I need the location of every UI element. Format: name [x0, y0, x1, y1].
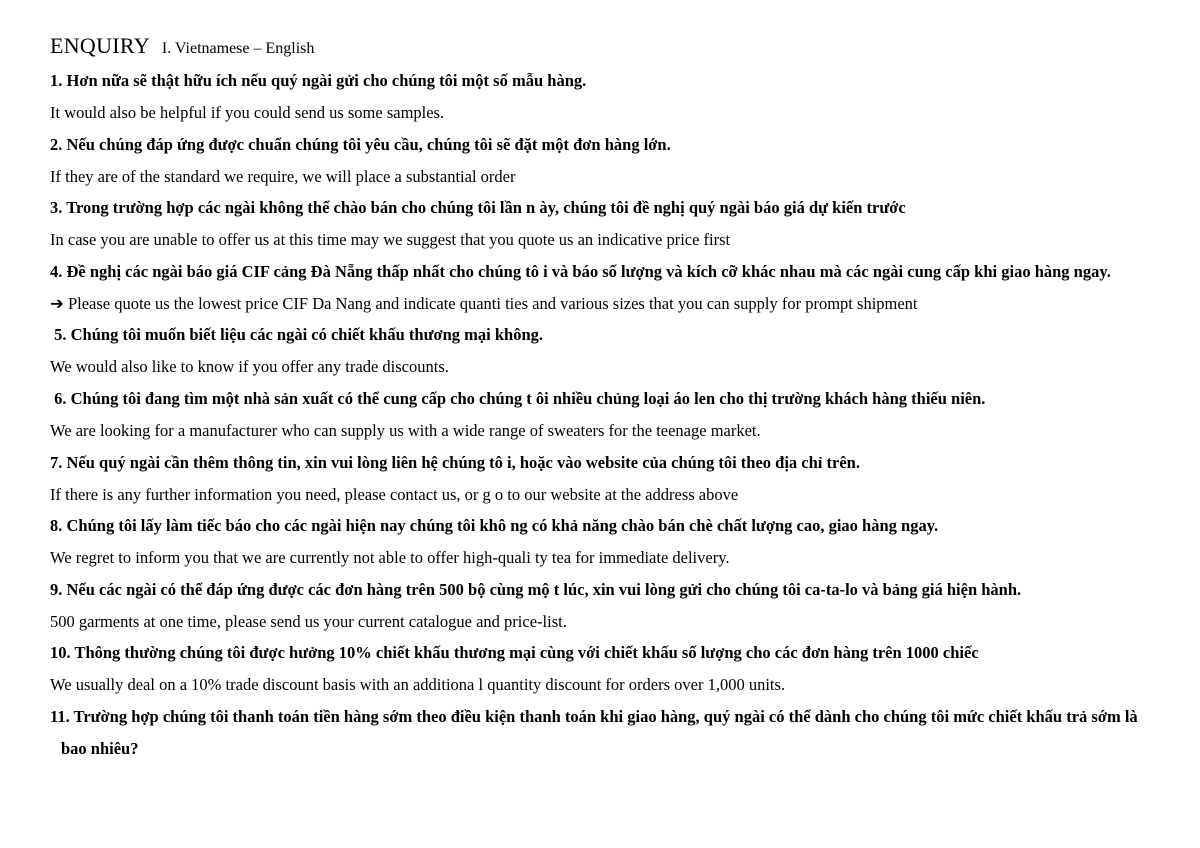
english-sentence-4: ➔ Please quote us the lowest price CIF Da Nang and indicate quanti ties and various sizes that you can supply for prompt shipment	[50, 293, 918, 313]
english-sentence-3: In case you are unable to offer us at this time may we suggest that you quote us an indicative price first	[50, 230, 731, 250]
english-sentence-6: We are looking for a manufacturer who can supply us with a wide range of sweaters for the teenage market.	[50, 420, 761, 440]
vietnamese-sentence-4: 4. Đề nghị các ngài báo giá CIF cảng Đà Nẵng thấp nhất cho chúng tô i và báo số lượng và kích cỡ khác nhau mà các ngài cung cấp khi giao hàng ngay.	[50, 261, 1111, 281]
vietnamese-sentence-1: 1. Hơn nữa sẽ thật hữu ích nếu quý ngài gửi cho chúng tôi một số mẫu hàng.	[50, 71, 587, 90]
vietnamese-sentence-11: 11. Trường hợp chúng tôi thanh toán tiền hàng sớm theo điều kiện thanh toán khi giao hàng, quý ngài có thể dành cho chúng tôi mức chiết khấu trả sớm là bao nhiêu?	[50, 706, 1138, 758]
vietnamese-sentence-10: 10. Thông thường chúng tôi được hưởng 10% chiết khấu thương mại cùng với chiết khấu số lượng cho các đơn hàng trên 1000 chiếc	[50, 643, 979, 663]
english-sentence-7: If there is any further information you need, please contact us, or g o to our website at the address above	[50, 484, 739, 504]
vietnamese-sentence-7: 7. Nếu quý ngài cần thêm thông tin, xin vui lòng liên hệ chúng tô i, hoặc vào website của chúng tôi theo địa chỉ trên.	[50, 452, 860, 472]
english-sentence-2: If they are of the standard we require, we will place a substantial order	[50, 166, 516, 186]
english-sentence-9: 500 garments at one time, please send us your current catalogue and price-list.	[50, 611, 567, 631]
document-title: ENQUIRY	[50, 33, 150, 58]
vietnamese-sentence-3: 3. Trong trường hợp các ngài không thể chào bán cho chúng tôi lần n ày, chúng tôi đề nghị quý ngài báo giá dự kiến trước	[50, 198, 906, 218]
document-subtitle: I. Vietnamese – English	[161, 40, 315, 57]
english-sentence-8: We regret to inform you that we are currently not able to offer high-quali ty tea for immediate delivery.	[50, 548, 730, 568]
vietnamese-sentence-2: 2. Nếu chúng đáp ứng được chuẩn chúng tôi yêu cầu, chúng tôi sẽ đặt một đơn hàng lớn.	[50, 134, 671, 154]
english-sentence-1: It would also be helpful if you could send us some samples.	[50, 103, 445, 122]
vietnamese-sentence-9: 9. Nếu các ngài có thể đáp ứng được các đơn hàng trên 500 bộ cùng mộ t lúc, xin vui lòng gửi cho chúng tôi ca-ta-lo và bảng giá hiện hành.	[50, 579, 1022, 599]
document-heading	[50, 30, 1160, 65]
english-sentence-10: We usually deal on a 10% trade discount basis with an additiona l quantity discount for orders over 1,000 units.	[50, 675, 786, 695]
vietnamese-sentence-6: 6. Chúng tôi đang tìm một nhà sản xuất có thể cung cấp cho chúng t ôi nhiều chủng loại áo len cho thị trường khách hàng thiếu niên.	[50, 388, 986, 408]
vietnamese-sentence-8: 8. Chúng tôi lấy làm tiếc báo cho các ngài hiện nay chúng tôi khô ng có khả năng chào bán chè chất lượng cao, giao hàng ngay.	[50, 516, 939, 536]
vietnamese-sentence-5: 5. Chúng tôi muốn biết liệu các ngài có chiết khấu thương mại không.	[50, 325, 544, 345]
document-page	[50, 30, 1160, 765]
english-sentence-5: We would also like to know if you offer any trade discounts.	[50, 357, 449, 377]
